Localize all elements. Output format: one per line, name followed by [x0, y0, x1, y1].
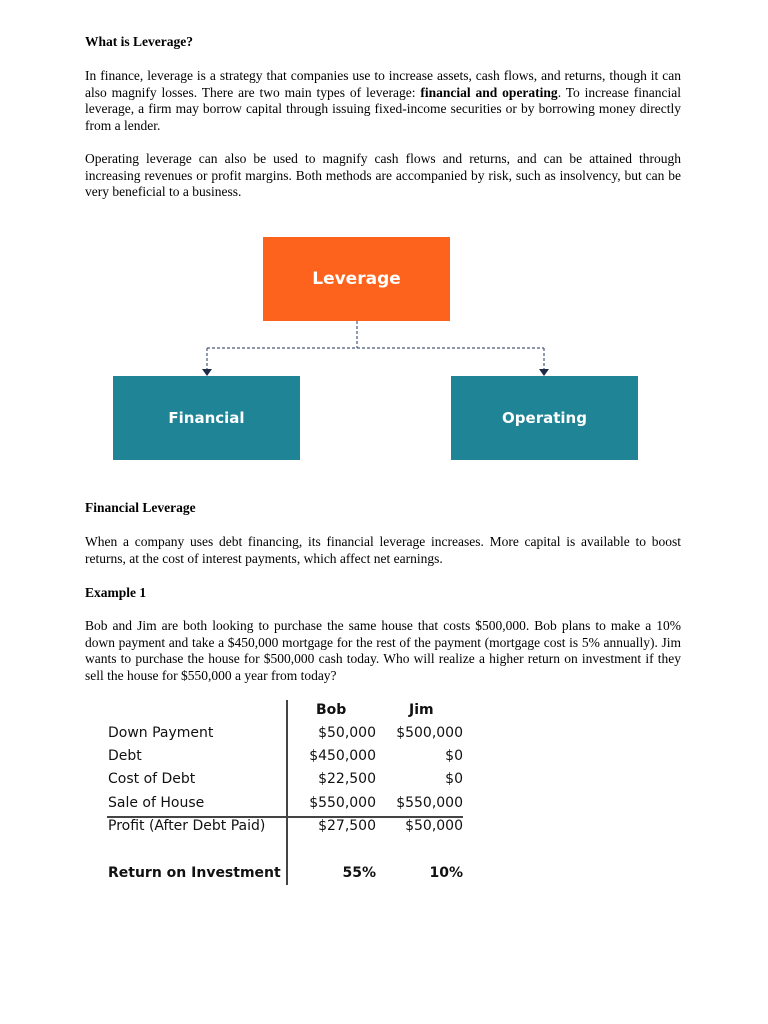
- arrow-down-icon: [202, 369, 212, 376]
- header-bob: Bob: [316, 702, 347, 718]
- row-label: Sale of House: [108, 795, 205, 811]
- cell-jim: $0: [445, 771, 463, 787]
- row-label: Debt: [108, 748, 142, 764]
- para-text: In finance, leverage is a strategy that companies use to increase assets, cash flows, and returns, though it can also magnify losses. There are two main types of leverage:: [85, 68, 681, 100]
- cell-bob: $450,000: [309, 748, 376, 764]
- cell-jim: $50,000: [405, 818, 463, 834]
- diagram-node-operating: Operating: [451, 376, 638, 460]
- row-label: Profit (After Debt Paid): [108, 818, 266, 834]
- roi-bob: 55%: [342, 865, 376, 881]
- cell-jim: $0: [445, 748, 463, 764]
- row-label: Down Payment: [108, 725, 214, 741]
- heading-example-1: Example 1: [85, 585, 147, 600]
- cell-bob: $27,500: [318, 818, 376, 834]
- roi-jim: 10%: [429, 865, 463, 881]
- table-divider-vertical: [286, 700, 288, 885]
- roi-label: Return on Investment: [108, 865, 281, 881]
- row-label: Cost of Debt: [108, 771, 196, 787]
- heading-financial-leverage: Financial Leverage: [85, 500, 196, 515]
- paragraph-operating: Operating leverage can also be used to magnify cash flows and returns, and can be attained through increasing revenues or profit margins. Both methods are accompanied by risk, such as insolvency, but can be very beneficial to a business.: [85, 151, 681, 200]
- cell-bob: $22,500: [318, 771, 376, 787]
- paragraph-example: Bob and Jim are both looking to purchase the same house that costs $500,000. Bob plans to make a 10% down payment and take a $450,000 mortgage for the rest of the payment (mortgage cost is 5% annually). Jim wants to purchase the house for $500,000 cash today. Who will realize a higher return on investment if they sell the house for $550,000 a year from today?: [85, 618, 681, 684]
- para-bold: financial and operating: [420, 84, 558, 100]
- cell-bob: $550,000: [309, 795, 376, 811]
- para-text: . To increase financial leverage, a firm may borrow capital through issuing fixed-income securities or by borrowing money directly from a lender.: [85, 84, 681, 134]
- diagram-node-leverage: Leverage: [263, 237, 450, 321]
- cell-jim: $500,000: [396, 725, 463, 741]
- cell-bob: $50,000: [318, 725, 376, 741]
- diagram-node-financial: Financial: [113, 376, 300, 460]
- paragraph-financial: When a company uses debt financing, its financial leverage increases. More capital is available to boost returns, at the cost of interest payments, which affect net earnings.: [85, 534, 681, 566]
- cell-jim: $550,000: [396, 795, 463, 811]
- heading-what-is-leverage: What is Leverage?: [85, 34, 193, 49]
- arrow-down-icon: [539, 369, 549, 376]
- header-jim: Jim: [409, 702, 434, 718]
